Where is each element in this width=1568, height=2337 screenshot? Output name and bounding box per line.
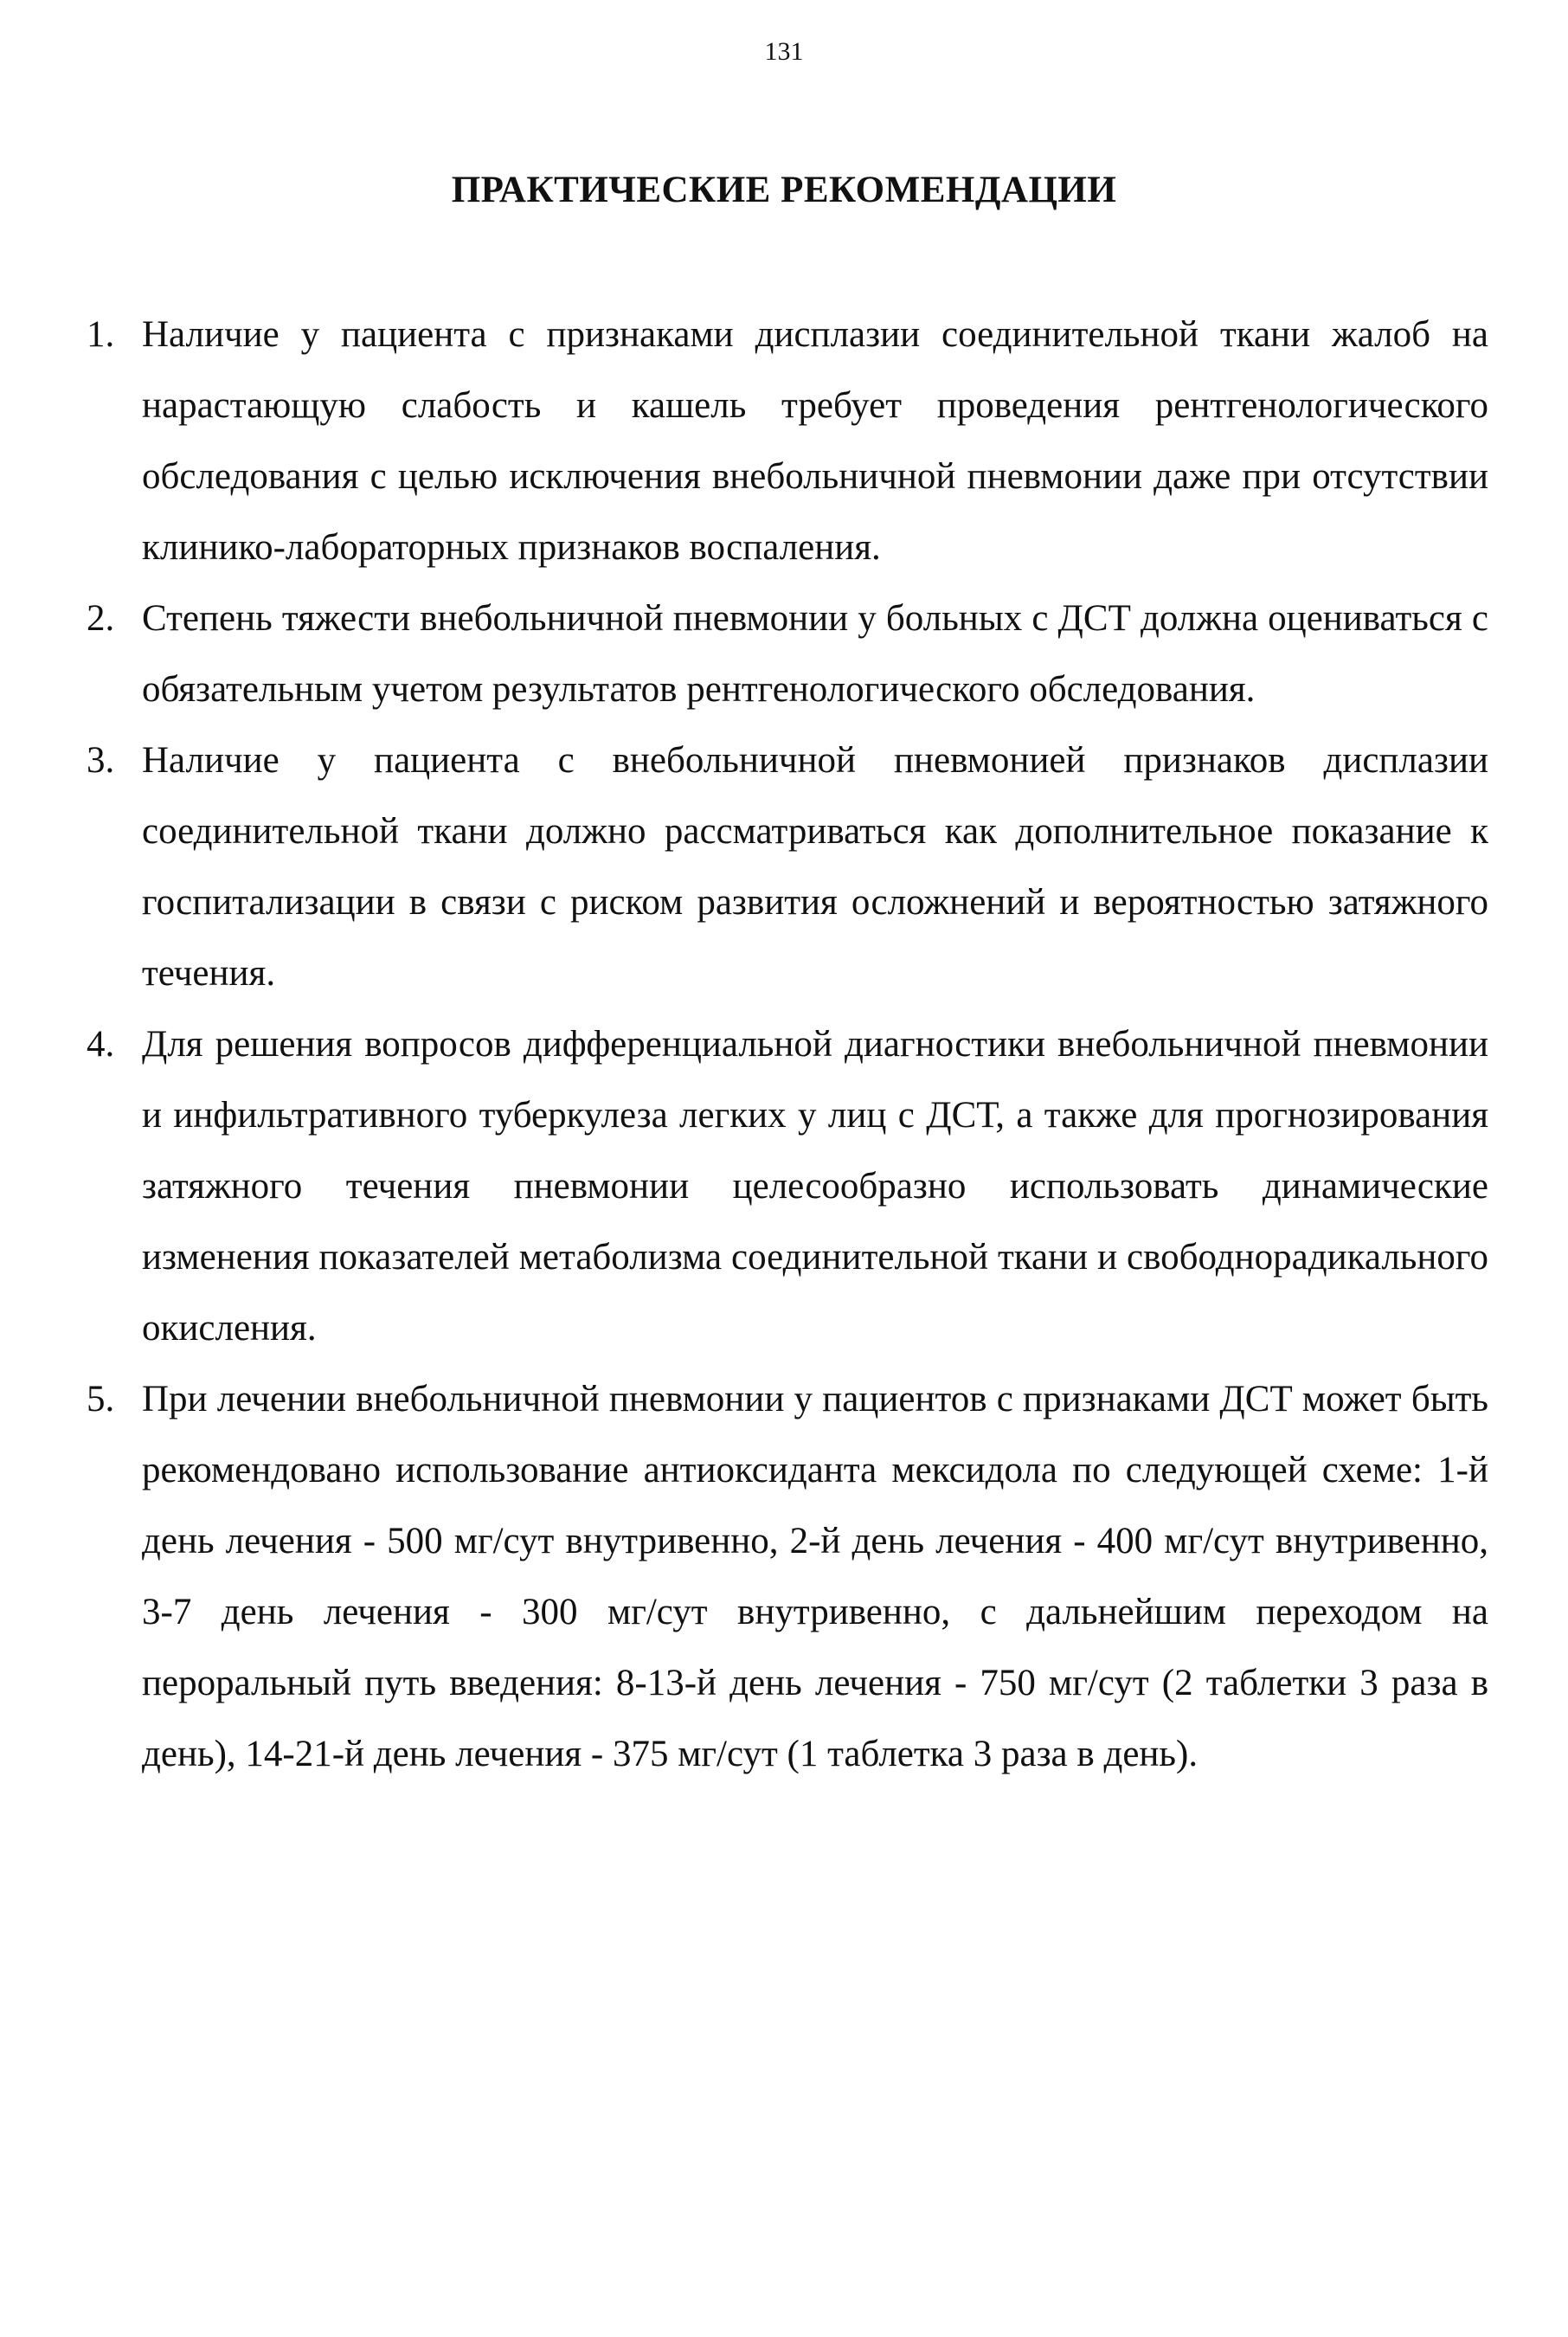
recommendation-number: 5. (87, 1379, 115, 1420)
recommendation-item (87, 299, 1488, 583)
recommendation-text: Наличие у пациента с внебольничной пневмонией признаков дисплазии соединительной ткани должно рассматриваться как дополнительное показание к госпитализации в связи с риском развития осложнений и вероятностью затяжного течения. (142, 740, 1488, 994)
page-title: ПРАКТИЧЕСКИЕ РЕКОМЕНДАЦИИ (451, 170, 1117, 210)
page-number: 131 (764, 37, 804, 66)
recommendation-number: 4. (87, 1024, 115, 1065)
recommendation-item (87, 1009, 1488, 1364)
recommendation-number: 3. (87, 740, 115, 781)
recommendation-item (87, 1364, 1488, 1790)
recommendation-text: Для решения вопросов дифференциальной диагностики внебольничной пневмонии и инфильтративного туберкулеза легких у лиц с ДСТ, а также для прогнозирования затяжного течения пневмонии целесообразно использовать динамические изменения показателей метаболизма соединительной ткани и свободнорадикального окисления. (142, 1024, 1488, 1349)
recommendation-item (87, 725, 1488, 1009)
recommendation-text: Степень тяжести внебольничной пневмонии у больных с ДСТ должна оцениваться с обязательным учетом результатов рентгенологического обследования. (142, 598, 1488, 710)
recommendation-text: Наличие у пациента с признаками дисплазии соединительной ткани жалоб на нарастающую слабость и кашель требует проведения рентгенологического обследования с целью исключения внебольничной пневмонии даже при отсутствии клинико-лабораторных признаков воспаления. (142, 314, 1488, 568)
recommendation-item (87, 583, 1488, 725)
recommendation-number: 1. (87, 314, 115, 355)
recommendations-list (87, 299, 1488, 1790)
recommendation-number: 2. (87, 598, 115, 639)
recommendation-text: При лечении внебольничной пневмонии у пациентов с признаками ДСТ может быть рекомендовано использование антиоксиданта мексидола по следующей схеме: 1-й день лечения - 500 мг/сут внутривенно, 2-й день лечения - 400 мг/сут внутривенно, 3-7 день лечения - 300 мг/сут внутривенно, с дальнейшим переходом на пероральный путь введения: 8-13-й день лечения - 750 мг/сут (2 таблетки 3 раза в день), 14-21-й день лечения - 375 мг/сут (1 таблетка 3 раза в день). (142, 1379, 1488, 1774)
